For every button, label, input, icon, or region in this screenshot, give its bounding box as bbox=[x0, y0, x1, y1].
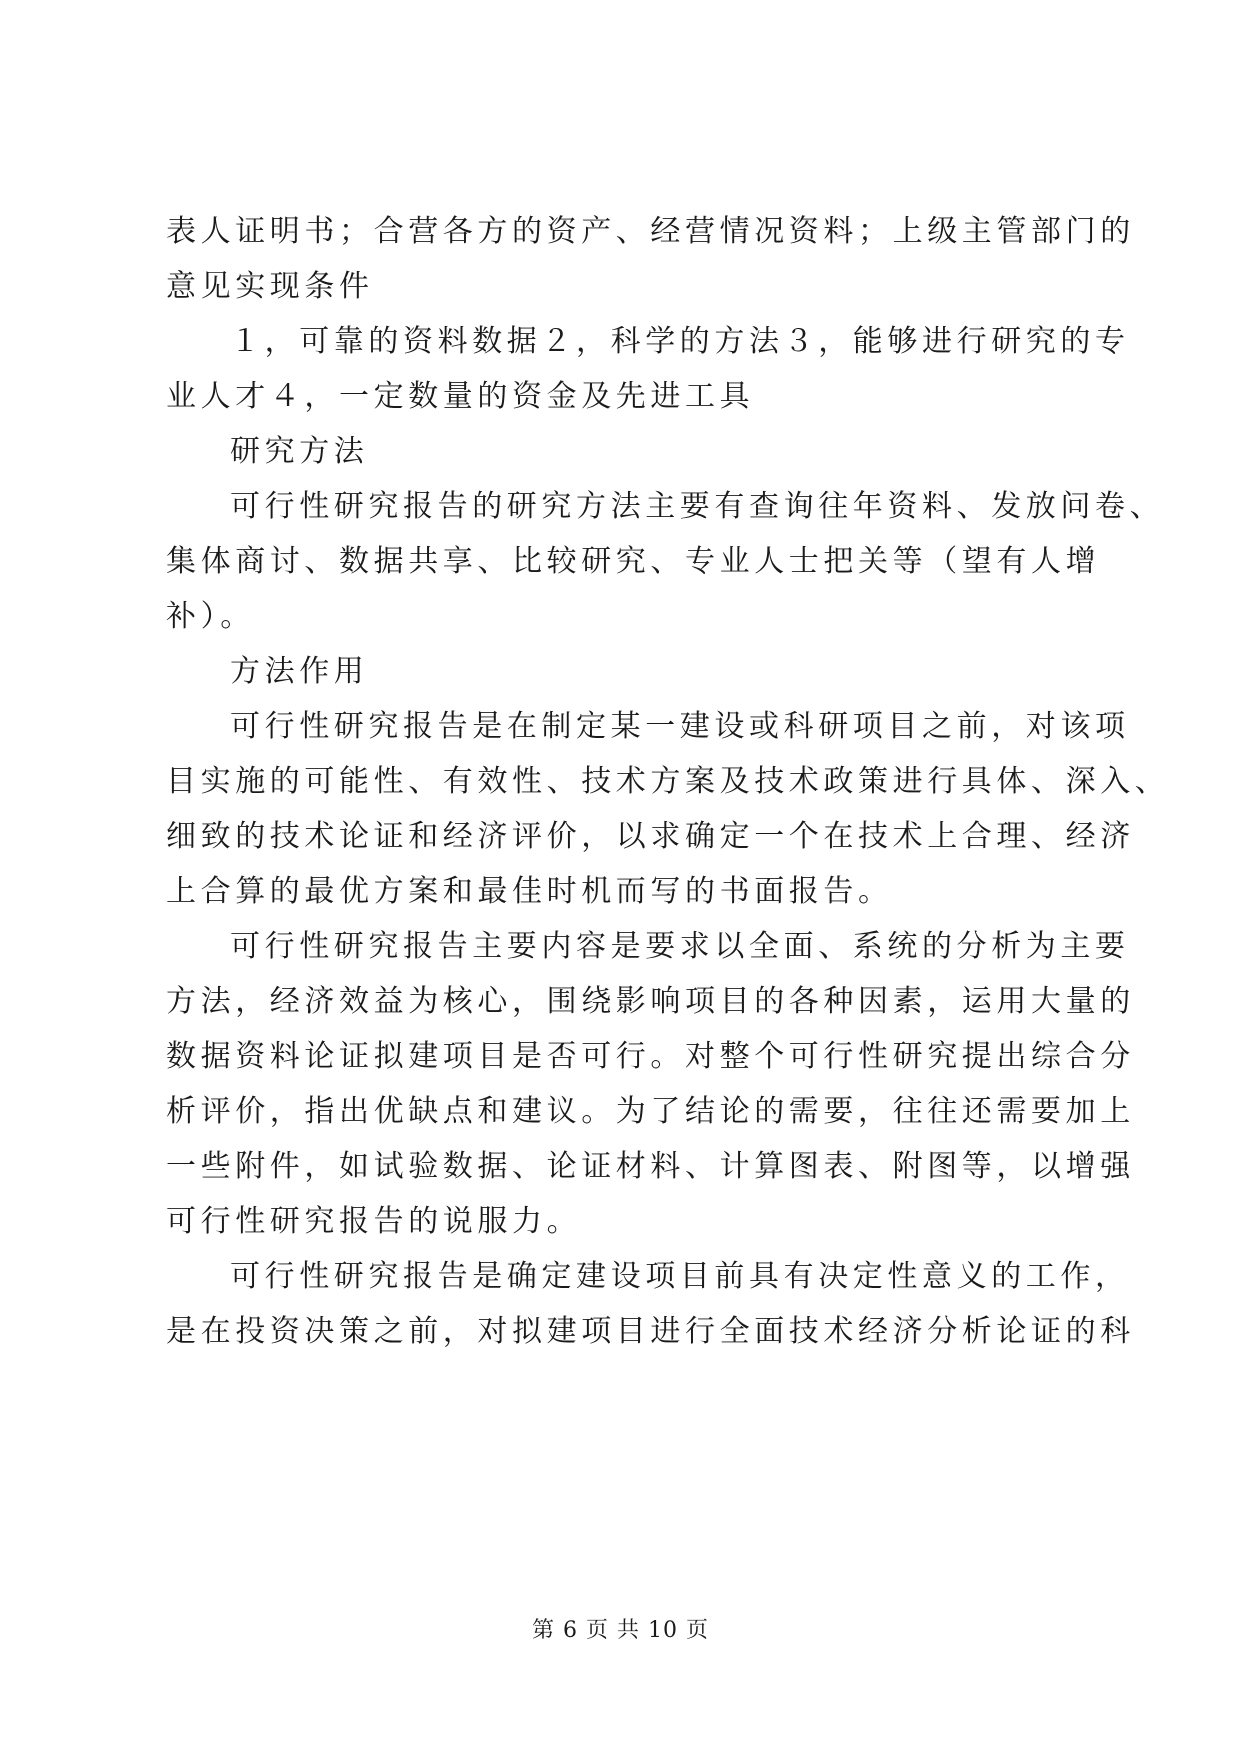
paragraph-line: 目实施的可能性、有效性、技术方案及技术政策进行具体、深入、 bbox=[166, 764, 1170, 799]
paragraph-line: 析评价，指出优缺点和建议。为了结论的需要，往往还需要加上 bbox=[166, 1094, 1135, 1129]
paragraph-line: 集体商讨、数据共享、比较研究、专业人士把关等（望有人增 bbox=[166, 544, 1101, 579]
paragraph-line: 一些附件，如试验数据、论证材料、计算图表、附图等，以增强 bbox=[166, 1149, 1135, 1184]
paragraph-line: 补）。 bbox=[166, 599, 255, 634]
paragraph-line: 可行性研究报告是在制定某一建设或科研项目之前，对该项 bbox=[230, 709, 1130, 744]
page-number-footer: 第 6 页 共 10 页 bbox=[532, 1618, 709, 1643]
paragraph-line: 业人才４，一定数量的资金及先进工具 bbox=[166, 379, 755, 414]
paragraph-line: 数据资料论证拟建项目是否可行。对整个可行性研究提出综合分 bbox=[166, 1039, 1135, 1074]
paragraph-line: 细致的技术论证和经济评价，以求确定一个在技术上合理、经济 bbox=[166, 819, 1135, 854]
paragraph-line: 意见实现条件 bbox=[166, 269, 374, 304]
paragraph-line: 可行性研究报告的说服力。 bbox=[166, 1204, 582, 1239]
paragraph-line: 表人证明书；合营各方的资产、经营情况资料；上级主管部门的 bbox=[166, 214, 1135, 249]
paragraph-line: 上合算的最优方案和最佳时机而写的书面报告。 bbox=[166, 874, 893, 909]
section-heading: 方法作用 bbox=[230, 654, 369, 689]
paragraph-line: 是在投资决策之前，对拟建项目进行全面技术经济分析论证的科 bbox=[166, 1314, 1135, 1349]
paragraph-line: 可行性研究报告的研究方法主要有查询往年资料、发放问卷、 bbox=[230, 489, 1165, 524]
paragraph-line: 可行性研究报告是确定建设项目前具有决定性意义的工作， bbox=[230, 1259, 1130, 1294]
paragraph-line: １，可靠的资料数据２，科学的方法３，能够进行研究的专 bbox=[230, 324, 1130, 359]
section-heading: 研究方法 bbox=[230, 434, 369, 469]
paragraph-line: 可行性研究报告主要内容是要求以全面、系统的分析为主要 bbox=[230, 929, 1130, 964]
paragraph-line: 方法，经济效益为核心，围绕影响项目的各种因素，运用大量的 bbox=[166, 984, 1135, 1019]
